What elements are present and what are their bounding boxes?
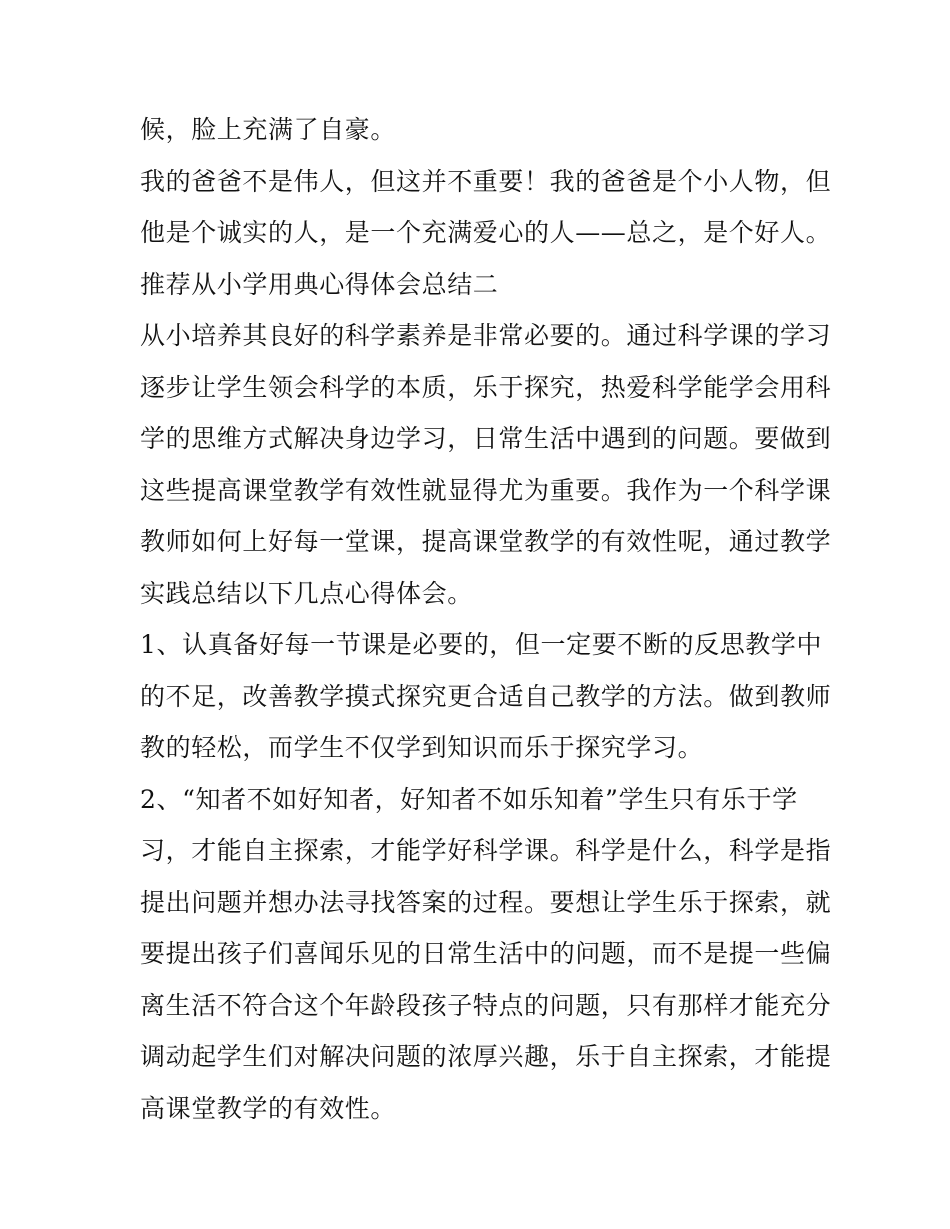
text-line: 这些提高课堂教学有效性就显得尤为重要。我作为一个科学课 <box>140 475 832 505</box>
list-item-1-line: 1、认真备好每一节课是必要的，但一定要不断的反思教学中 <box>140 630 823 659</box>
text-line: 的不足，改善教学摸式探究更合适自己教学的方法。做到教师 <box>140 681 832 711</box>
text-line: 调动起学生们对解决问题的浓厚兴趣，乐于自主探索，才能提 <box>140 1042 832 1071</box>
list-item-2-line: 2、“知者不如好知者，好知者不如乐知着”学生只有乐于学 <box>140 784 798 814</box>
section-heading: 推荐从小学用典心得体会总结二 <box>140 269 499 299</box>
text-line: 候，脸上充满了自豪。 <box>140 115 397 144</box>
text-line: 教师如何上好每一堂课，提高课堂教学的有效性呢，通过教学 <box>140 527 832 556</box>
text-line: 提出问题并想办法寻找答案的过程。要想让学生乐于探索，就 <box>140 887 832 917</box>
text-line: 要提出孩子们喜闻乐见的日常生活中的问题，而不是提一些偏 <box>140 939 832 968</box>
document-body <box>140 104 830 1134</box>
text-line: 我的爸爸不是伟人，但这并不重要！我的爸爸是个小人物，但 <box>140 166 832 196</box>
text-line: 从小培养其良好的科学素养是非常必要的。通过科学课的学习 <box>140 321 832 350</box>
text-line: 教的轻松，而学生不仅学到知识而乐于探究学习。 <box>140 733 704 762</box>
text-line: 高课堂教学的有效性。 <box>140 1093 397 1123</box>
text-line: 离生活不符合这个年龄段孩子特点的问题，只有那样才能充分 <box>140 990 832 1020</box>
text-line: 学的思维方式解决身边学习，日常生活中遇到的问题。要做到 <box>140 424 832 453</box>
text-line: 习，才能自主探索，才能学好科学课。科学是什么，科学是指 <box>140 836 832 865</box>
text-line: 实践总结以下几点心得体会。 <box>140 578 473 608</box>
text-line: 他是个诚实的人，是一个充满爱心的人——总之，是个好人。 <box>140 218 832 247</box>
text-line: 逐步让学生领会科学的本质，乐于探究，热爱科学能学会用科 <box>140 372 832 402</box>
